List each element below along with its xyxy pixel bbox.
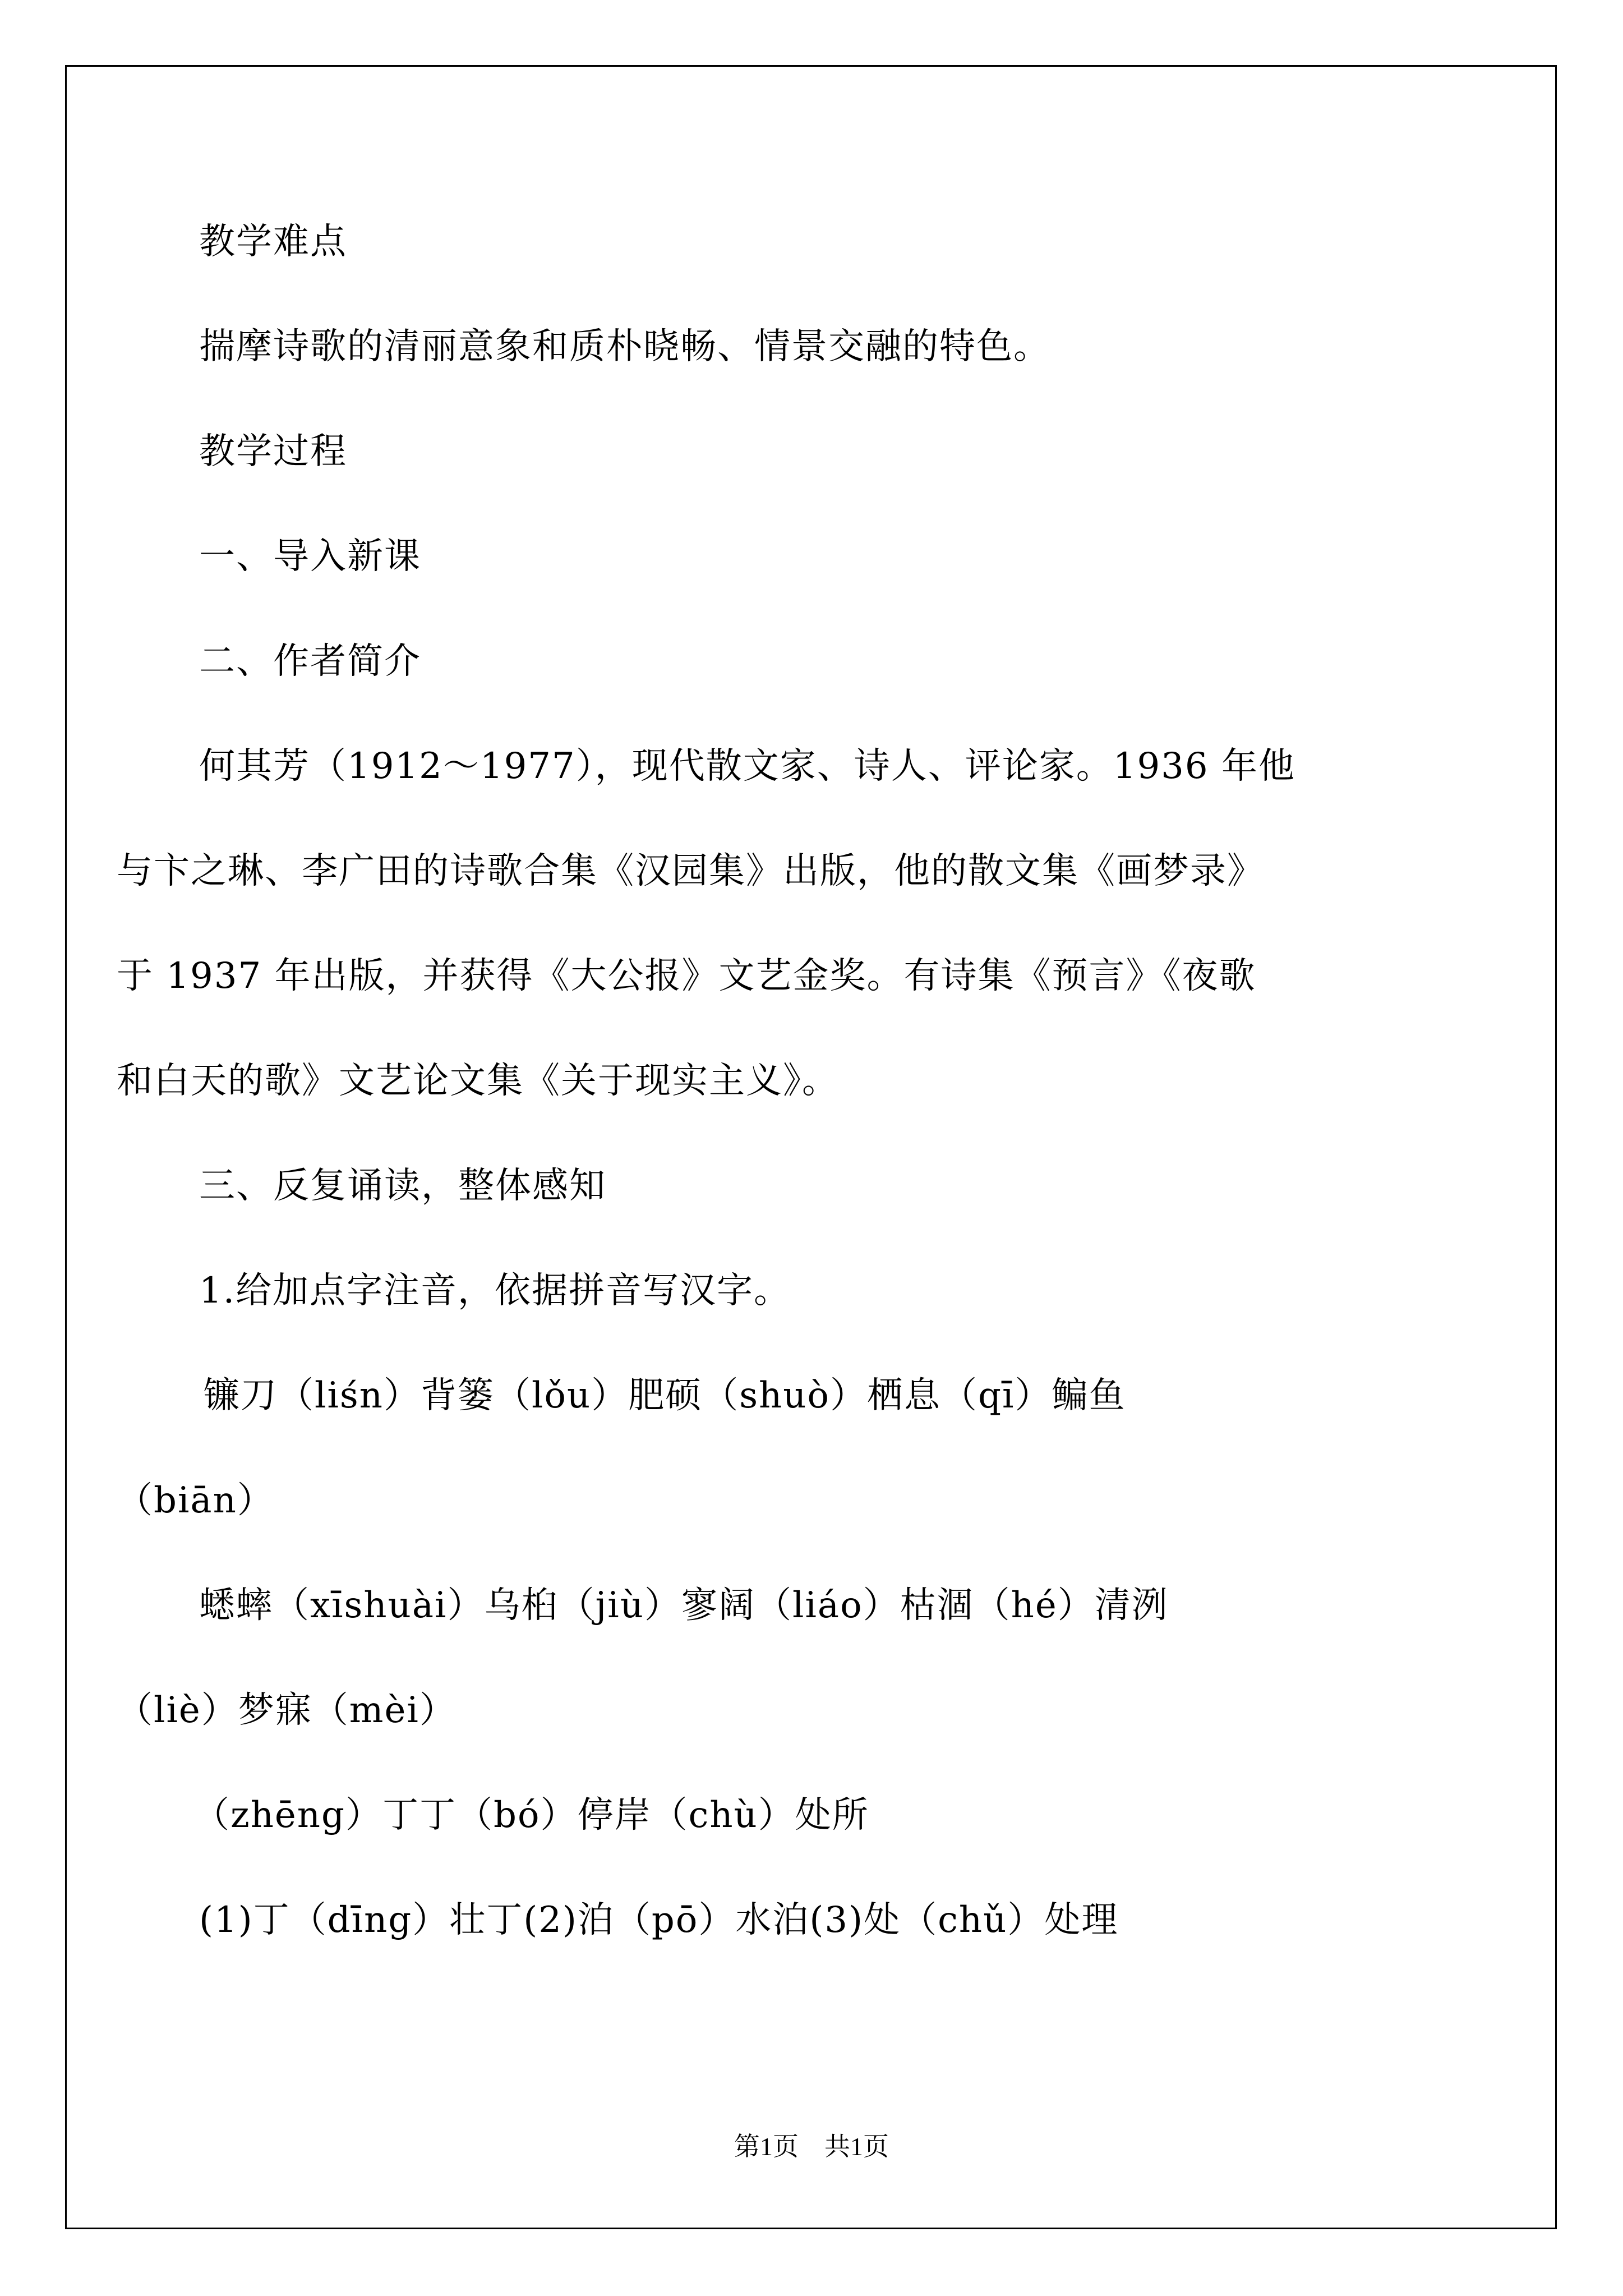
- paragraph-difficulty-text: 揣摩诗歌的清丽意象和质朴晓畅、情景交融的特色。: [199, 326, 1050, 367]
- page-footer: 第1页 共1页: [734, 2132, 889, 2161]
- paragraph-author-line-2: 与卞之琳、李广田的诗歌合集《汉园集》出版，他的散文集《画梦录》: [117, 850, 1264, 892]
- heading-teaching-process: 教学过程: [199, 431, 347, 472]
- section-heading-author: 二、作者简介: [199, 641, 421, 682]
- exercise-instruction: 1.给加点字注音，依据拼音写汉字。: [199, 1270, 791, 1312]
- paragraph-author-line-1: 何其芳（1912～1977），现代散文家、诗人、评论家。1936 年他: [199, 746, 1295, 787]
- pinyin-line-1: 镰刀（liśn）背篓（lǒu）肥硕（shuò）栖息（qī）鳊鱼: [204, 1375, 1126, 1416]
- paragraph-author-line-3: 于 1937 年出版，并获得《大公报》文艺金奖。有诗集《预言》《夜歌: [117, 955, 1256, 997]
- section-heading-intro: 一、导入新课: [199, 536, 421, 577]
- paragraph-author-line-4: 和白天的歌》文艺论文集《关于现实主义》。: [117, 1060, 839, 1102]
- pinyin-line-3: （zhēng）丁丁（bó）停岸（chù）处所: [193, 1795, 869, 1836]
- pinyin-line-2: 蟋蟀（xīshuài）乌桕（jiù）寥阔（liáo）枯涸（hé）清洌: [199, 1585, 1169, 1626]
- pinyin-line-4: (1)丁（dīng）壮丁(2)泊（pō）水泊(3)处（chǔ）处理: [199, 1899, 1119, 1941]
- heading-teaching-difficulty: 教学难点: [199, 221, 347, 263]
- section-heading-reading: 三、反复诵读，整体感知: [199, 1165, 606, 1207]
- pinyin-line-2-cont: （liè）梦寐（mèi）: [117, 1690, 457, 1731]
- pinyin-line-1-cont: （biān）: [117, 1480, 274, 1521]
